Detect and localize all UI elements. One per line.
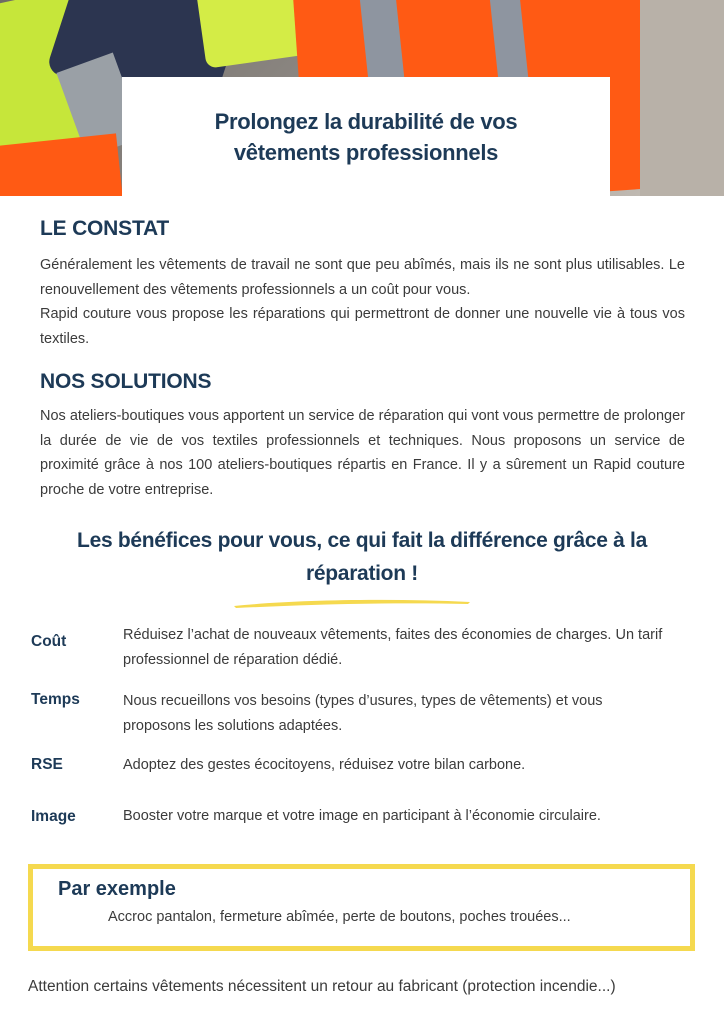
benefit-label-temps: Temps [31,691,80,708]
benefit-desc-temps: Nous recueillons vos besoins (types d’usures, types de vêtements) et vous proposons les solutions adaptées. [123,693,603,734]
constat-heading: LE CONSTAT [40,217,170,240]
benefit-label-image: Image [31,808,76,825]
example-box [28,864,695,951]
benefit-desc-image: Booster votre marque et votre image en participant à l’économie circulaire. [123,808,601,824]
yellow-brush-underline [232,596,472,610]
orange-sleeve-shape [0,133,123,196]
example-text: Accroc pantalon, fermeture abîmée, perte de boutons, poches trouées... [108,909,571,925]
benefit-desc-rse: Adoptez des gestes écocitoyens, réduisez votre bilan carbone. [123,757,526,773]
solutions-heading: NOS SOLUTIONS [40,370,212,393]
benefit-label-cout: Coût [31,633,67,650]
footer-note: Attention certains vêtements nécessitent un retour au fabricant (protection incendie...) [28,978,616,995]
example-title: Par exemple [58,878,176,900]
title-card [122,77,610,196]
header-photo [0,0,724,196]
constat-paragraph-1: Généralement les vêtements de travail ne sont que peu abîmés, mais ils ne sont plus utilisables. Le renouvellement des vêtements professionnels a un coût pour vous. [40,257,685,298]
concrete-floor-shape [640,0,724,196]
benefits-heading: Les bénéfices pour vous, ce qui fait la différence grâce à la réparation ! [77,529,647,585]
solutions-paragraph: Nos ateliers-boutiques vous apportent un service de réparation qui vont vous permettre de prolonger la durée de vie de vos textiles professionnels et techniques. Nous proposons un service de proximité grâce à nos 100 ateliers-boutiques répartis en France. Il y a sûrement un Rapid couture proche de votre entreprise. [40,408,685,498]
page-title: Prolongez la durabilité de vos vêtements professionnels [214,108,518,165]
benefit-label-rse: RSE [31,756,63,773]
benefit-desc-cout: Réduisez l’achat de nouveaux vêtements, faites des économies de charges. Un tarif professionnel de réparation dédié. [123,627,663,668]
constat-paragraph-2: Rapid couture vous propose les réparations qui permettront de donner une nouvelle vie à tous vos textiles. [40,306,685,347]
